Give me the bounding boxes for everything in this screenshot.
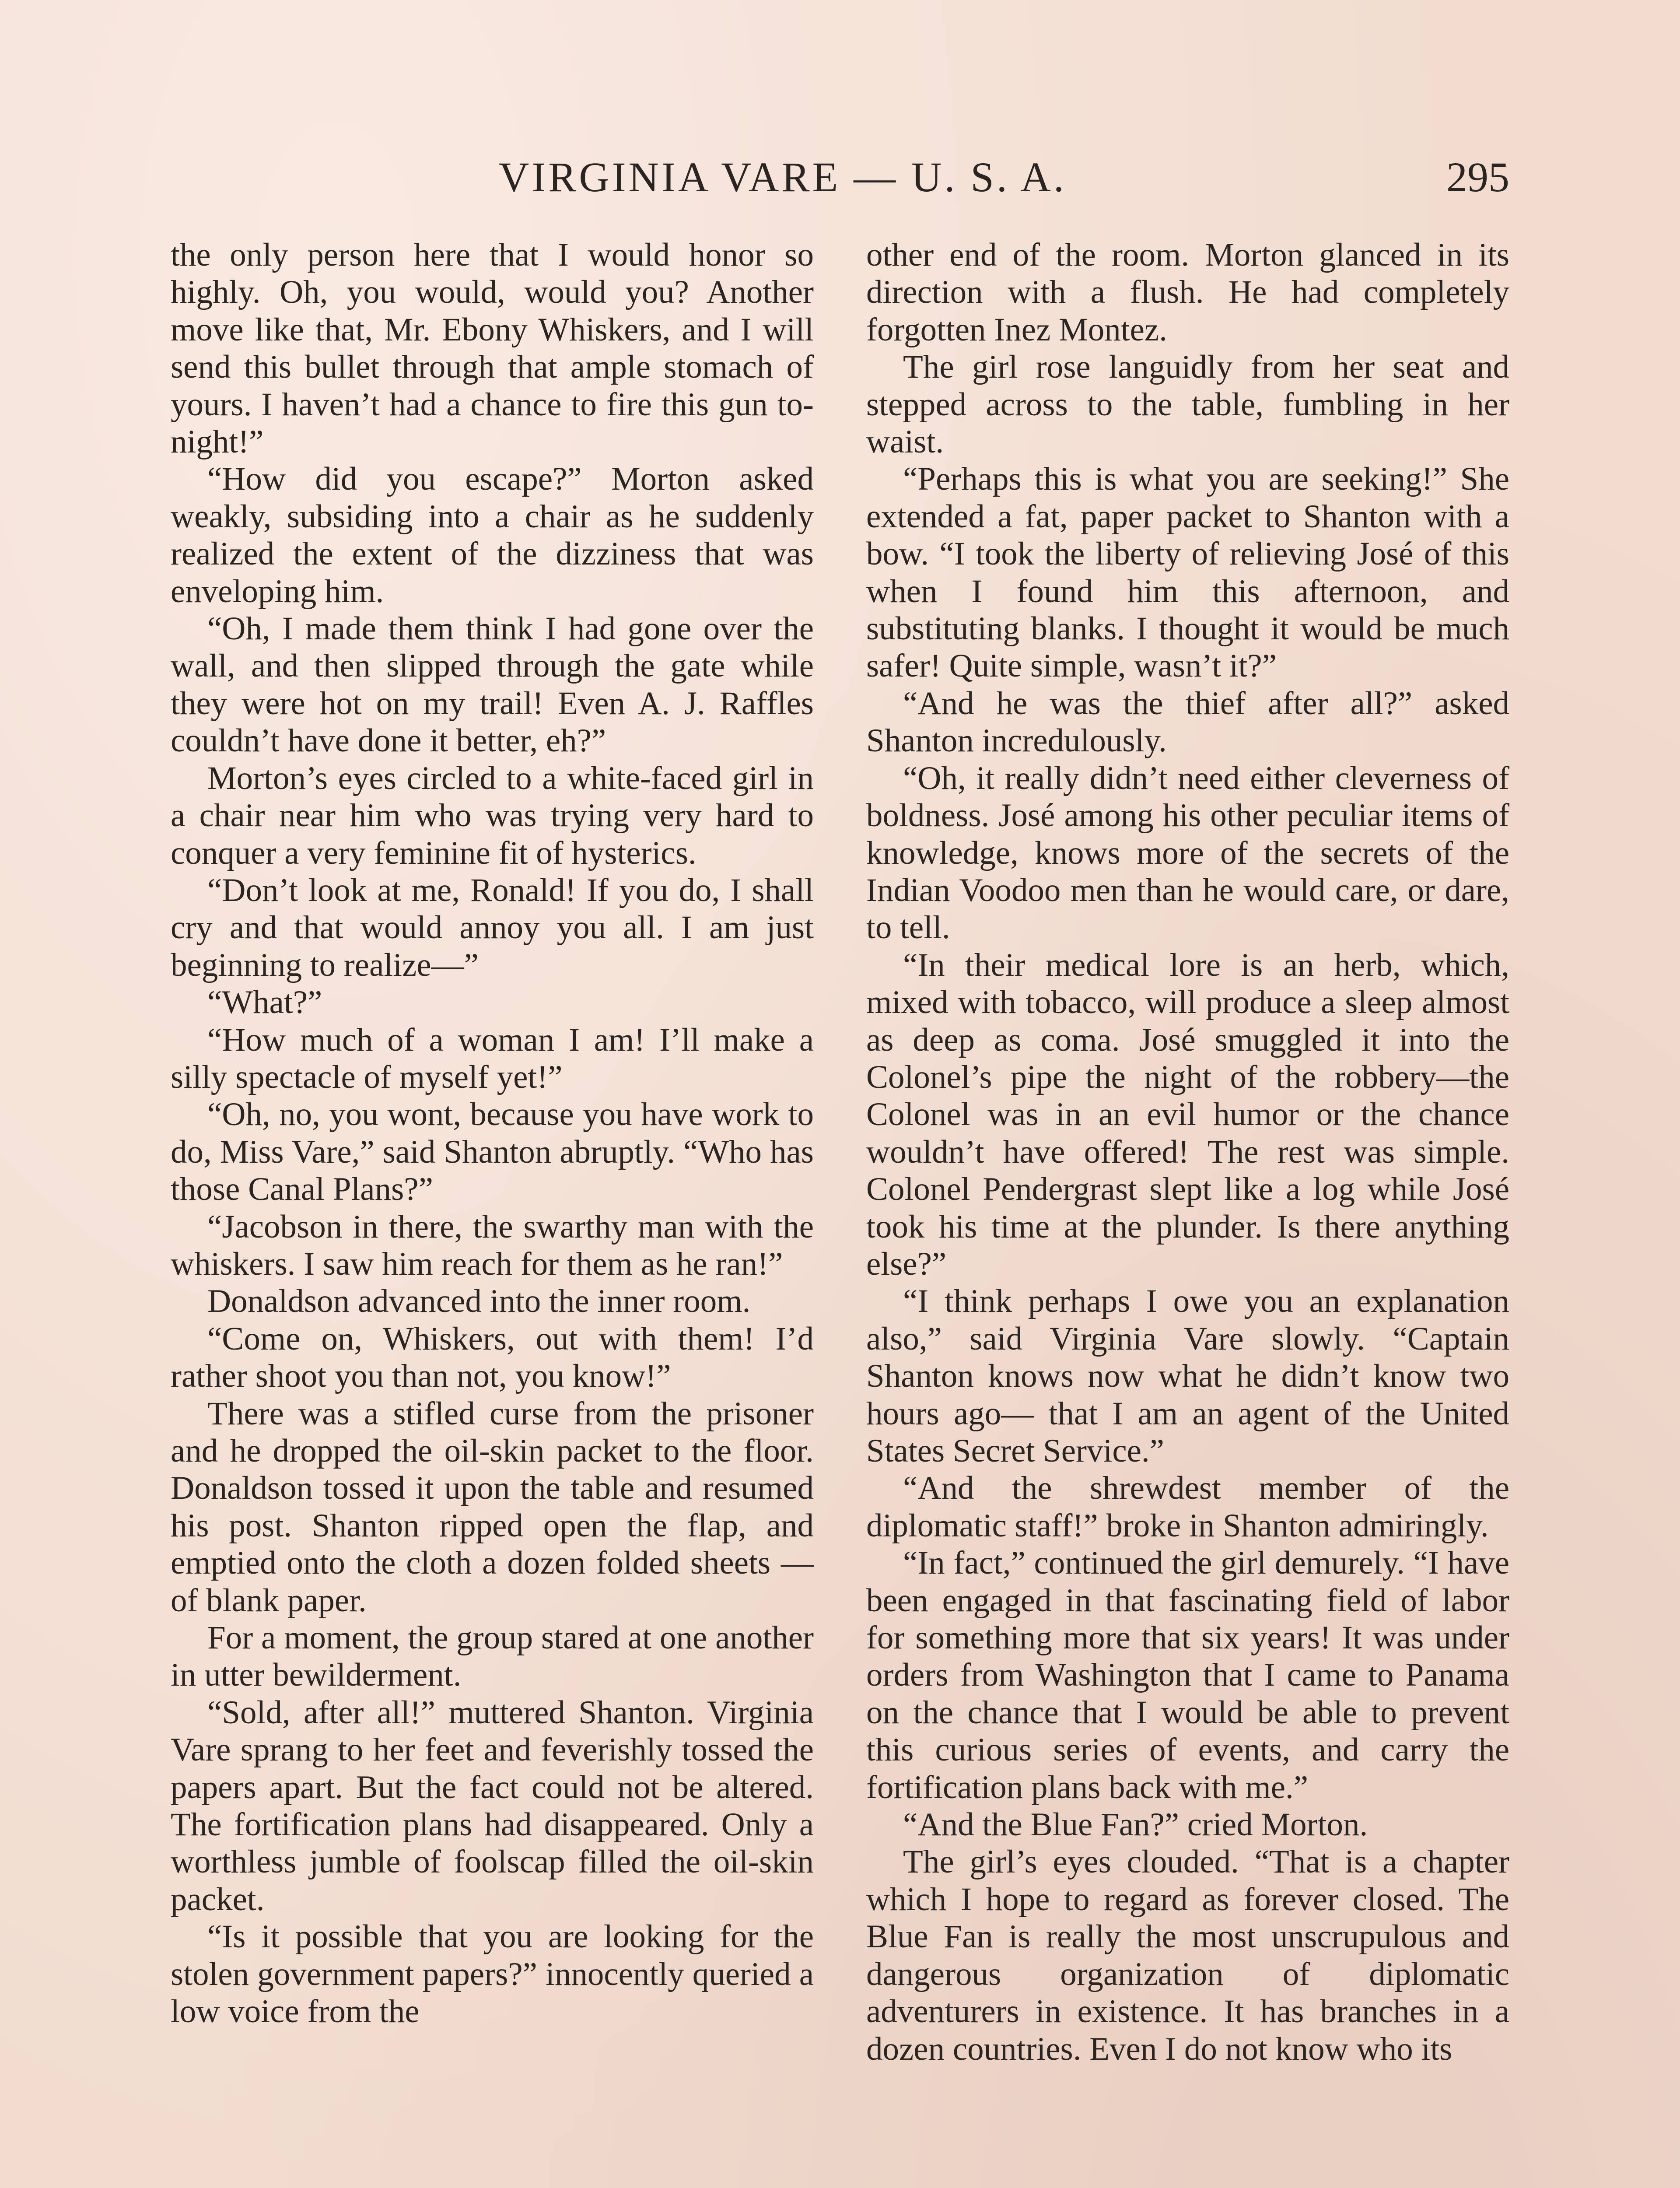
text-columns	[171, 236, 1509, 2188]
paragraph: “And the shrewdest member of the diplomatic staff!” broke in Shanton admiringly.	[866, 1470, 1509, 1544]
paragraph: “What?”	[207, 984, 322, 1021]
paragraph: “Come on, Whiskers, out with them! I’d rather shoot you than not, you know!”	[171, 1320, 814, 1395]
right-column	[866, 236, 1509, 2188]
paragraph: “In fact,” continued the girl demurely. “I have been engaged in that fascinating field of labor for something more that six years! It was under orders from Washington that I came to Panama on the chance that I would be able to prevent this curious series of events, and carry the fortification plans back with me.”	[866, 1545, 1509, 1806]
paragraph: “Oh, it really didn’t need either cleverness of boldness. José among his other peculiar items of knowledge, knows more of the secrets of the Indian Voodoo men than he would care, or dare, to tell.	[866, 760, 1509, 946]
paragraph: There was a stifled curse from the prisoner and he dropped the oil-skin packet to the floor. Donaldson tossed it upon the table and resumed his post. Shanton ripped open the flap, and emptied onto the cloth a dozen folded sheets —of blank paper.	[171, 1395, 814, 1619]
paragraph: “How much of a woman I am! I’ll make a silly spectacle of myself yet!”	[171, 1021, 814, 1095]
paragraph: “Jacobson in there, the swarthy man with the whiskers. I saw him reach for them as he ran!”	[171, 1208, 814, 1282]
paragraph: “I think perhaps I owe you an explanation also,” said Virginia Vare slowly. “Captain Shanton knows now what he didn’t know two hours ago— that I am an agent of the United States Secret Service.”	[866, 1283, 1509, 1469]
paragraph: The girl rose languidly from her seat and stepped across to the table, fumbling in her waist.	[866, 349, 1509, 460]
paragraph: other end of the room. Morton glanced in its direction with a flush. He had completely forgotten Inez Montez.	[866, 237, 1509, 348]
paragraph: For a moment, the group stared at one another in utter bewilderment.	[171, 1620, 814, 1694]
paragraph: “How did you escape?” Morton asked weakly, subsiding into a chair as he suddenly realized the extent of the dizziness that was enveloping him.	[171, 461, 814, 610]
running-head: VIRGINIA VARE — U. S. A.	[499, 154, 1067, 200]
page-number: 295	[1446, 154, 1509, 200]
paragraph: “Oh, I made them think I had gone over the wall, and then slipped through the gate while they were hot on my trail! Even A. J. Raffles couldn’t have done it better, eh?”	[171, 610, 814, 759]
paragraph: “Sold, after all!” muttered Shanton. Virginia Vare sprang to her feet and feverishly tossed the papers apart. But the fact could not be altered. The fortification plans had disappeared. Only a worthless jumble of foolscap filled the oil-skin packet.	[171, 1694, 814, 1918]
paragraph: “And the Blue Fan?” cried Morton.	[903, 1806, 1368, 1843]
paragraph: The girl’s eyes clouded. “That is a chapter which I hope to regard as forever closed. The Blue Fan is really the most unscrupulous and dangerous organization of diplomatic adventurers in existence. It has branches in a dozen countries. Even I do not know who its	[866, 1844, 1509, 2067]
left-column	[171, 236, 814, 2188]
paragraph: Morton’s eyes circled to a white-faced girl in a chair near him who was trying very hard to conquer a very feminine fit of hysterics.	[171, 760, 814, 871]
paragraph: “In their medical lore is an herb, which, mixed with tobacco, will produce a sleep almost as deep as coma. José smuggled it into the Colonel’s pipe the night of the robbery—the Colonel was in an evil humor or the chance wouldn’t have offered! The rest was simple. Colonel Pendergrast slept like a log while José took his time at the plunder. Is there anything else?”	[866, 947, 1509, 1282]
paragraph: “Is it possible that you are looking for the stolen government papers?” innocently queried a low voice from the	[171, 1918, 814, 2030]
paragraph: “And he was the thief after all?” asked Shanton incredulously.	[866, 685, 1509, 759]
page-header	[171, 144, 1509, 210]
paragraph: Donaldson advanced into the inner room.	[207, 1283, 751, 1320]
paragraph: the only person here that I would honor so highly. Oh, you would, would you? Another move like that, Mr. Ebony Whiskers, and I will send this bullet through that ample stomach of yours. I haven’t had a chance to fire this gun to-night!”	[171, 237, 814, 460]
paragraph: “Don’t look at me, Ronald! If you do, I shall cry and that would annoy you all. I am just beginning to realize—”	[171, 872, 814, 983]
paragraph: “Oh, no, you wont, because you have work to do, Miss Vare,” said Shanton abruptly. “Who has those Canal Plans?”	[171, 1096, 814, 1208]
paragraph: “Perhaps this is what you are seeking!” She extended a fat, paper packet to Shanton with a bow. “I took the liberty of relieving José of this when I found him this afternoon, and substituting blanks. I thought it would be much safer! Quite simple, wasn’t it?”	[866, 461, 1509, 684]
